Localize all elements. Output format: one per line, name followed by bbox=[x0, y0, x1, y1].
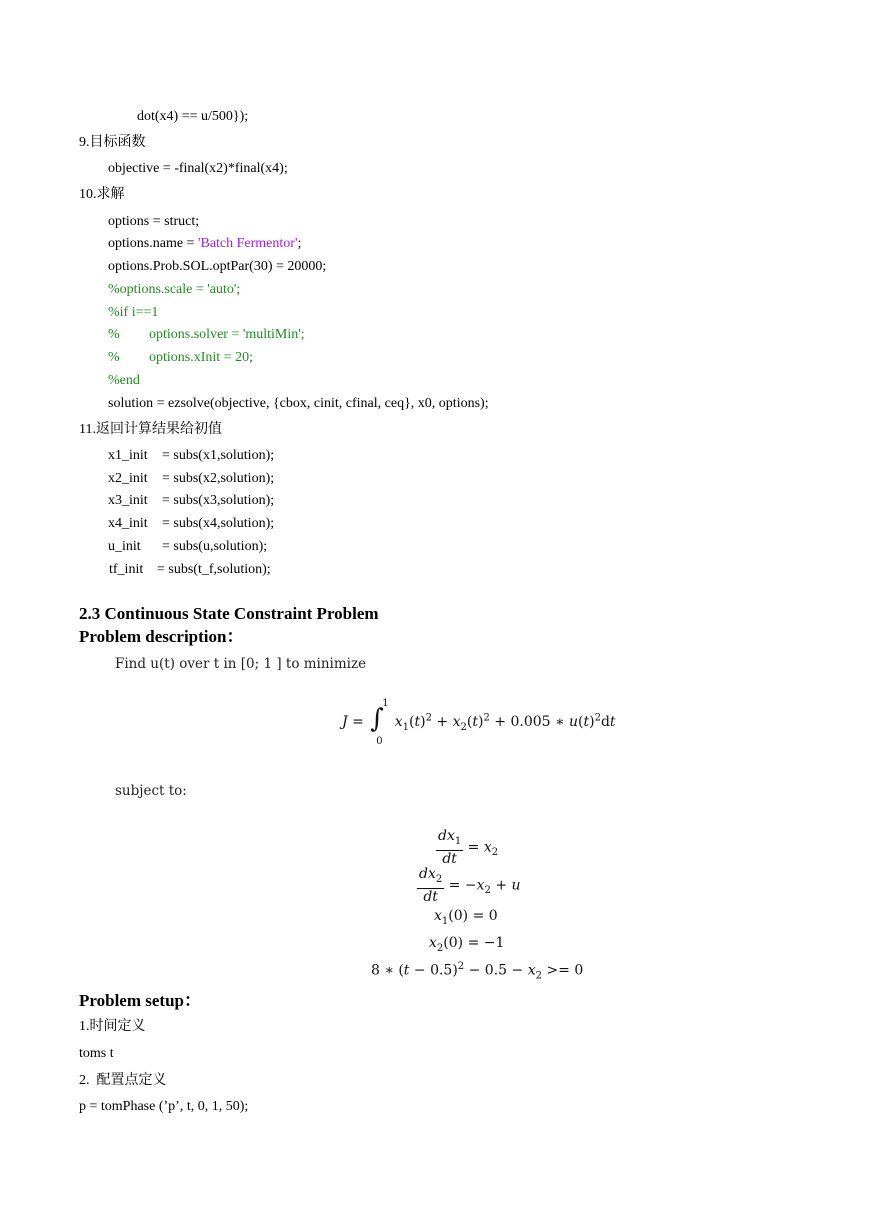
init-lhs: u_init bbox=[108, 539, 141, 554]
code-text: ; bbox=[297, 236, 302, 251]
problem-setup-label: Problem setup： bbox=[79, 991, 201, 1010]
init-line bbox=[108, 515, 275, 533]
init-lhs: tf_init bbox=[109, 562, 144, 577]
constraint-state-path: 8 ∗ $(t - 0.5)^2 - 0.5 - x_2 >= 0$ bbox=[371, 961, 584, 982]
code-line-options-name bbox=[108, 235, 301, 253]
init-lhs: x1_init bbox=[108, 448, 148, 463]
setup-code-toms: toms t bbox=[79, 1046, 114, 1061]
init-rhs: = subs(t_f,solution); bbox=[157, 562, 271, 577]
code-line-options-struct: options = struct; bbox=[108, 214, 200, 229]
init-lhs: x2_init bbox=[108, 471, 148, 486]
code-line-ezsolve: solution = ezsolve(objective, {cbox, cinit, cfinal, ceq}, x0, options); bbox=[108, 396, 489, 411]
constraint-dx2: $\frac{dx_2}{dt}$ = $-x_2 + u$ bbox=[419, 866, 521, 905]
init-rhs: = subs(x3,solution); bbox=[162, 493, 275, 508]
comment-line-solver bbox=[108, 326, 305, 344]
init-rhs: = subs(x1,solution); bbox=[162, 448, 275, 463]
init-rhs: = subs(u,solution); bbox=[162, 539, 268, 554]
comment-text: options.xInit = 20; bbox=[149, 350, 253, 365]
init-line bbox=[108, 538, 268, 556]
code-line-objective: objective = -final(x2)*final(x4); bbox=[108, 161, 288, 176]
comment-percent: % bbox=[108, 350, 120, 365]
step-10-heading: 10.求解 bbox=[79, 187, 125, 202]
comment-line-xinit bbox=[108, 349, 253, 367]
init-line bbox=[108, 492, 275, 510]
code-line-optpar: options.Prob.SOL.optPar(30) = 20000; bbox=[108, 259, 327, 274]
init-lhs: x4_init bbox=[108, 516, 148, 531]
objective-formula: J = ∫ 1 0 $x_1(t)^2 + x_2(t)^2 + 0.005$ ∗ $u(t)^2dt$ bbox=[342, 698, 616, 747]
step-11-heading: 11.返回计算结果给初值 bbox=[79, 422, 222, 437]
init-lhs: x3_init bbox=[108, 493, 148, 508]
code-text: options.name = bbox=[108, 236, 198, 251]
init-line bbox=[109, 561, 271, 579]
init-line bbox=[108, 470, 275, 488]
problem-description-label: Problem description： bbox=[79, 627, 244, 646]
subject-to-label: subject to: bbox=[115, 783, 187, 799]
setup-step-1: 1.时间定义 bbox=[79, 1019, 146, 1034]
section-title: 2.3 Continuous State Constraint Problem bbox=[79, 604, 379, 623]
constraint-dx1: $\frac{dx_1}{dt}$ = $x_2$ bbox=[438, 828, 499, 867]
setup-code-tomphase: p = tomPhase (’p’, t, 0, 1, 50); bbox=[79, 1099, 249, 1114]
constraint-x1-initial: $x_1(0) = 0$ bbox=[434, 908, 498, 927]
init-line bbox=[108, 447, 275, 465]
init-rhs: = subs(x4,solution); bbox=[162, 516, 275, 531]
setup-step-2: 2. 配置点定义 bbox=[79, 1073, 167, 1088]
step-9-heading: 9.目标函数 bbox=[79, 135, 146, 150]
comment-line-if: %if i==1 bbox=[108, 305, 159, 320]
comment-line-scale: %options.scale = 'auto'; bbox=[108, 282, 241, 297]
code-line-dot-x4: dot(x4) == u/500}); bbox=[137, 109, 249, 124]
string-literal: 'Batch Fermentor' bbox=[197, 236, 298, 251]
comment-line-end: %end bbox=[108, 373, 140, 388]
init-rhs: = subs(x2,solution); bbox=[162, 471, 275, 486]
constraint-x2-initial: $x_2(0) = -1$ bbox=[429, 935, 505, 954]
comment-text: options.solver = 'multiMin'; bbox=[149, 327, 305, 342]
comment-percent: % bbox=[108, 327, 120, 342]
find-statement: Find u(t) over t in [0; 1 ] to minimize bbox=[115, 656, 367, 672]
